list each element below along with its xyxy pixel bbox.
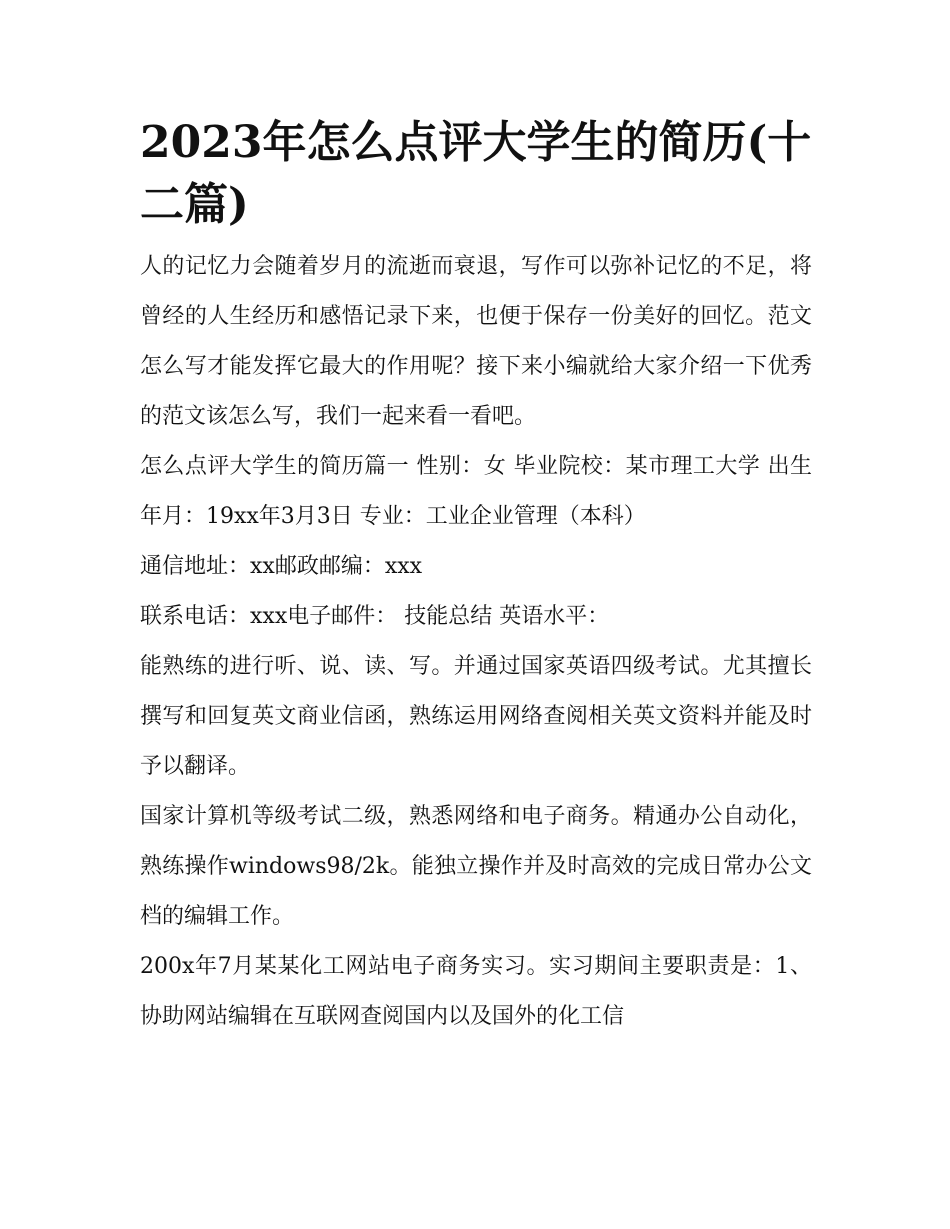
internship-paragraph: 200x年7月某某化工网站电子商务实习。实习期间主要职责是：1、协助网站编辑在互联网查阅国内以及国外的化工信 <box>140 954 812 1029</box>
document-page <box>140 112 812 1042</box>
document-title: 2023年怎么点评大学生的简历(十二篇) <box>140 117 812 230</box>
english-skill-paragraph: 能熟练的进行听、说、读、写。并通过国家英语四级考试。尤其擅长撰写和回复英文商业信函，熟练运用网络查阅相关英文资料并能及时予以翻译。 <box>140 654 812 779</box>
intro-paragraph: 人的记忆力会随着岁月的流逝而衰退，写作可以弥补记忆的不足，将曾经的人生经历和感悟记录下来，也便于保存一份美好的回忆。范文怎么写才能发挥它最大的作用呢？接下来小编就给大家介绍一下优秀的范文该怎么写，我们一起来看一看吧。 <box>140 254 812 429</box>
computer-skill-paragraph: 国家计算机等级考试二级，熟悉网络和电子商务。精通办公自动化，熟练操作windows98/2k。能独立操作并及时高效的完成日常办公文档的编辑工作。 <box>140 804 812 929</box>
profile-paragraph: 怎么点评大学生的简历篇一 性别：女 毕业院校：某市理工大学 出生年月：19xx年3月3日 专业：工业企业管理（本科） <box>140 454 812 529</box>
contact-paragraph: 联系电话：xxx电子邮件： 技能总结 英语水平： <box>140 604 610 629</box>
address-paragraph: 通信地址：xx邮政邮编：xxx <box>140 554 423 579</box>
